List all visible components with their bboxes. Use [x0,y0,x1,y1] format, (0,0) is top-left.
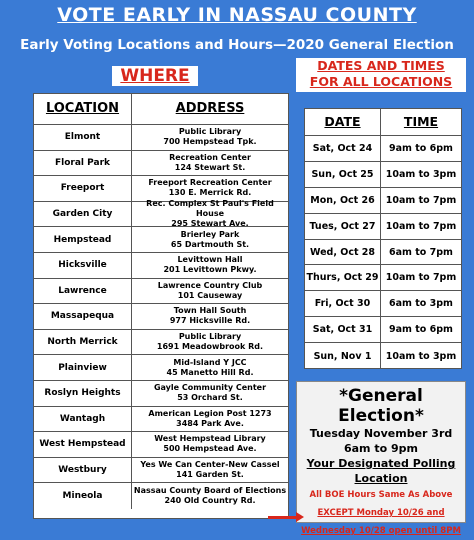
locations-header-row [34,94,288,125]
table-row [34,355,288,381]
time-cell: 6am to 7pm [389,246,453,258]
address-cell [132,199,288,229]
location-name: Hempstead [34,227,132,252]
table-row [34,330,288,356]
date-column-header: DATE [305,109,381,135]
address-cell [132,151,288,176]
location-column-header: LOCATION [34,94,132,124]
address-line-2: 141 Garden St. [176,470,244,480]
location-name: North Merrick [34,330,132,355]
address-line-2: 45 Manetto Hill Rd. [166,367,254,377]
address-line-2: 201 Levittown Pkwy. [163,265,257,275]
general-election-note-1: All BOE Hours Same As Above [309,490,453,500]
table-row [34,176,288,202]
address-line-1: Public Library [178,332,242,342]
time-cell: 9am to 6pm [389,324,453,336]
schedule-header-row [305,109,461,136]
time-cell: 10am to 3pm [385,168,457,180]
table-row [34,253,288,279]
location-name: Massapequa [34,304,132,329]
location-name: Hicksville [34,253,132,278]
address-column-header: ADDRESS [175,101,245,116]
table-row [34,432,288,458]
address-line-2: 500 Hempstead Ave. [163,444,257,454]
address-line-1: West Hempstead Library [154,434,266,444]
address-cell [132,483,288,509]
time-cell: 10am to 3pm [385,350,457,362]
general-election-box [296,381,466,536]
address-line-2: 700 Hempstead Tpk. [163,137,257,147]
date-cell: Sat, Oct 24 [305,136,381,161]
location-name: Wantagh [34,407,132,432]
page-subtitle: Early Voting Locations and Hours—2020 General Election [20,37,454,53]
time-cell: 10am to 7pm [385,194,457,206]
date-cell: Sat, Oct 31 [305,317,381,342]
table-row [34,458,288,484]
date-cell: Sun, Oct 25 [305,162,381,187]
page-title: VOTE EARLY IN NASSAU COUNTY [57,4,417,26]
table-row [34,407,288,433]
arrow-head-icon [296,512,304,522]
address-cell [132,355,288,380]
time-cell: 10am to 7pm [385,272,457,284]
location-name: Freeport [34,176,132,201]
date-cell: Thurs, Oct 29 [305,265,381,290]
address-cell [132,125,288,150]
location-name: West Hempstead [34,432,132,457]
location-name: Mineola [34,483,132,509]
address-line-2: 240 Old Country Rd. [164,496,256,506]
table-row [34,381,288,407]
address-line-2: 65 Dartmouth St. [170,239,250,249]
address-line-2: 130 E. Merrick Rd. [168,188,252,198]
address-line-1: Lawrence Country Club [157,280,263,290]
address-line-1: Freeport Recreation Center [148,178,272,188]
address-line-2: 53 Orchard St. [177,393,243,403]
address-line-1: Nassau County Board of Elections [133,486,287,496]
table-row [305,265,461,291]
locations-table [33,93,289,519]
table-row [305,343,461,369]
location-name: Roslyn Heights [34,381,132,406]
address-line-1: American Legion Post 1273 [148,408,272,418]
address-cell [132,279,288,304]
address-line-2: 101 Causeway [177,290,243,300]
location-name: Elmont [34,125,132,150]
address-line-2: 977 Hicksville Rd. [169,316,251,326]
address-cell [132,458,288,483]
table-row [34,304,288,330]
address-cell [132,432,288,457]
table-row [34,125,288,151]
address-line-1: Gayle Community Center [153,383,267,393]
general-election-note-3: Wednesday 10/28 open until 8PM [301,526,461,536]
table-row [34,227,288,253]
schedule-table [304,108,462,369]
date-cell: Wed, Oct 28 [305,240,381,265]
address-cell [132,381,288,406]
address-line-2: 124 Stewart St. [174,162,246,172]
table-row [305,291,461,317]
address-line-2: 295 Stewart Ave. [171,219,249,229]
address-line-1: Recreation Center [169,152,251,162]
general-election-date: Tuesday November 3rd [309,427,453,440]
address-line-1: Town Hall South [173,306,247,316]
dates-heading-line2: FOR ALL LOCATIONS [309,74,453,89]
dates-heading-line1: DATES AND TIMES [317,58,445,73]
location-name: Westbury [34,458,132,483]
date-cell: Sun, Nov 1 [305,343,381,369]
where-label: WHERE [112,66,198,86]
address-cell [132,176,288,201]
table-row [305,188,461,214]
table-row [34,199,288,229]
address-line-2: 3484 Park Ave. [176,418,244,428]
address-line-1: Mid-Island Y JCC [173,357,247,367]
time-cell: 10am to 7pm [385,220,457,232]
location-name: Lawrence [34,279,132,304]
date-cell: Tues, Oct 27 [305,214,381,239]
table-row [305,240,461,266]
address-line-1: Yes We Can Center-New Cassel [140,460,280,470]
address-line-1: Levittown Hall [177,255,243,265]
location-name: Plainview [34,355,132,380]
time-cell: 6am to 3pm [389,298,453,310]
address-line-2: 1691 Meadowbrook Rd. [156,342,264,352]
table-row [305,214,461,240]
address-line-1: Rec. Complex St Paul's Field House [146,199,274,219]
table-row [305,162,461,188]
date-cell: Mon, Oct 26 [305,188,381,213]
table-row [34,151,288,177]
location-name: Floral Park [34,151,132,176]
table-row [305,136,461,162]
address-cell [132,253,288,278]
time-column-header: TIME [403,114,439,129]
address-cell [132,227,288,252]
table-row [305,317,461,343]
date-cell: Fri, Oct 30 [305,291,381,316]
location-name: Garden City [34,202,132,227]
general-election-note-2: EXCEPT Monday 10/26 and [317,508,445,518]
general-election-location: Your Designated Polling Location [306,457,456,485]
general-election-title: *General Election* [338,386,424,426]
table-row [34,279,288,305]
address-cell [132,304,288,329]
table-row [34,483,288,509]
address-line-1: Public Library [178,127,242,137]
time-cell: 9am to 6pm [389,142,453,154]
dates-heading [296,58,466,92]
address-line-1: Brierley Park [180,229,240,239]
general-election-hours: 6am to 9pm [343,442,418,455]
address-cell [132,407,288,432]
address-cell [132,330,288,355]
